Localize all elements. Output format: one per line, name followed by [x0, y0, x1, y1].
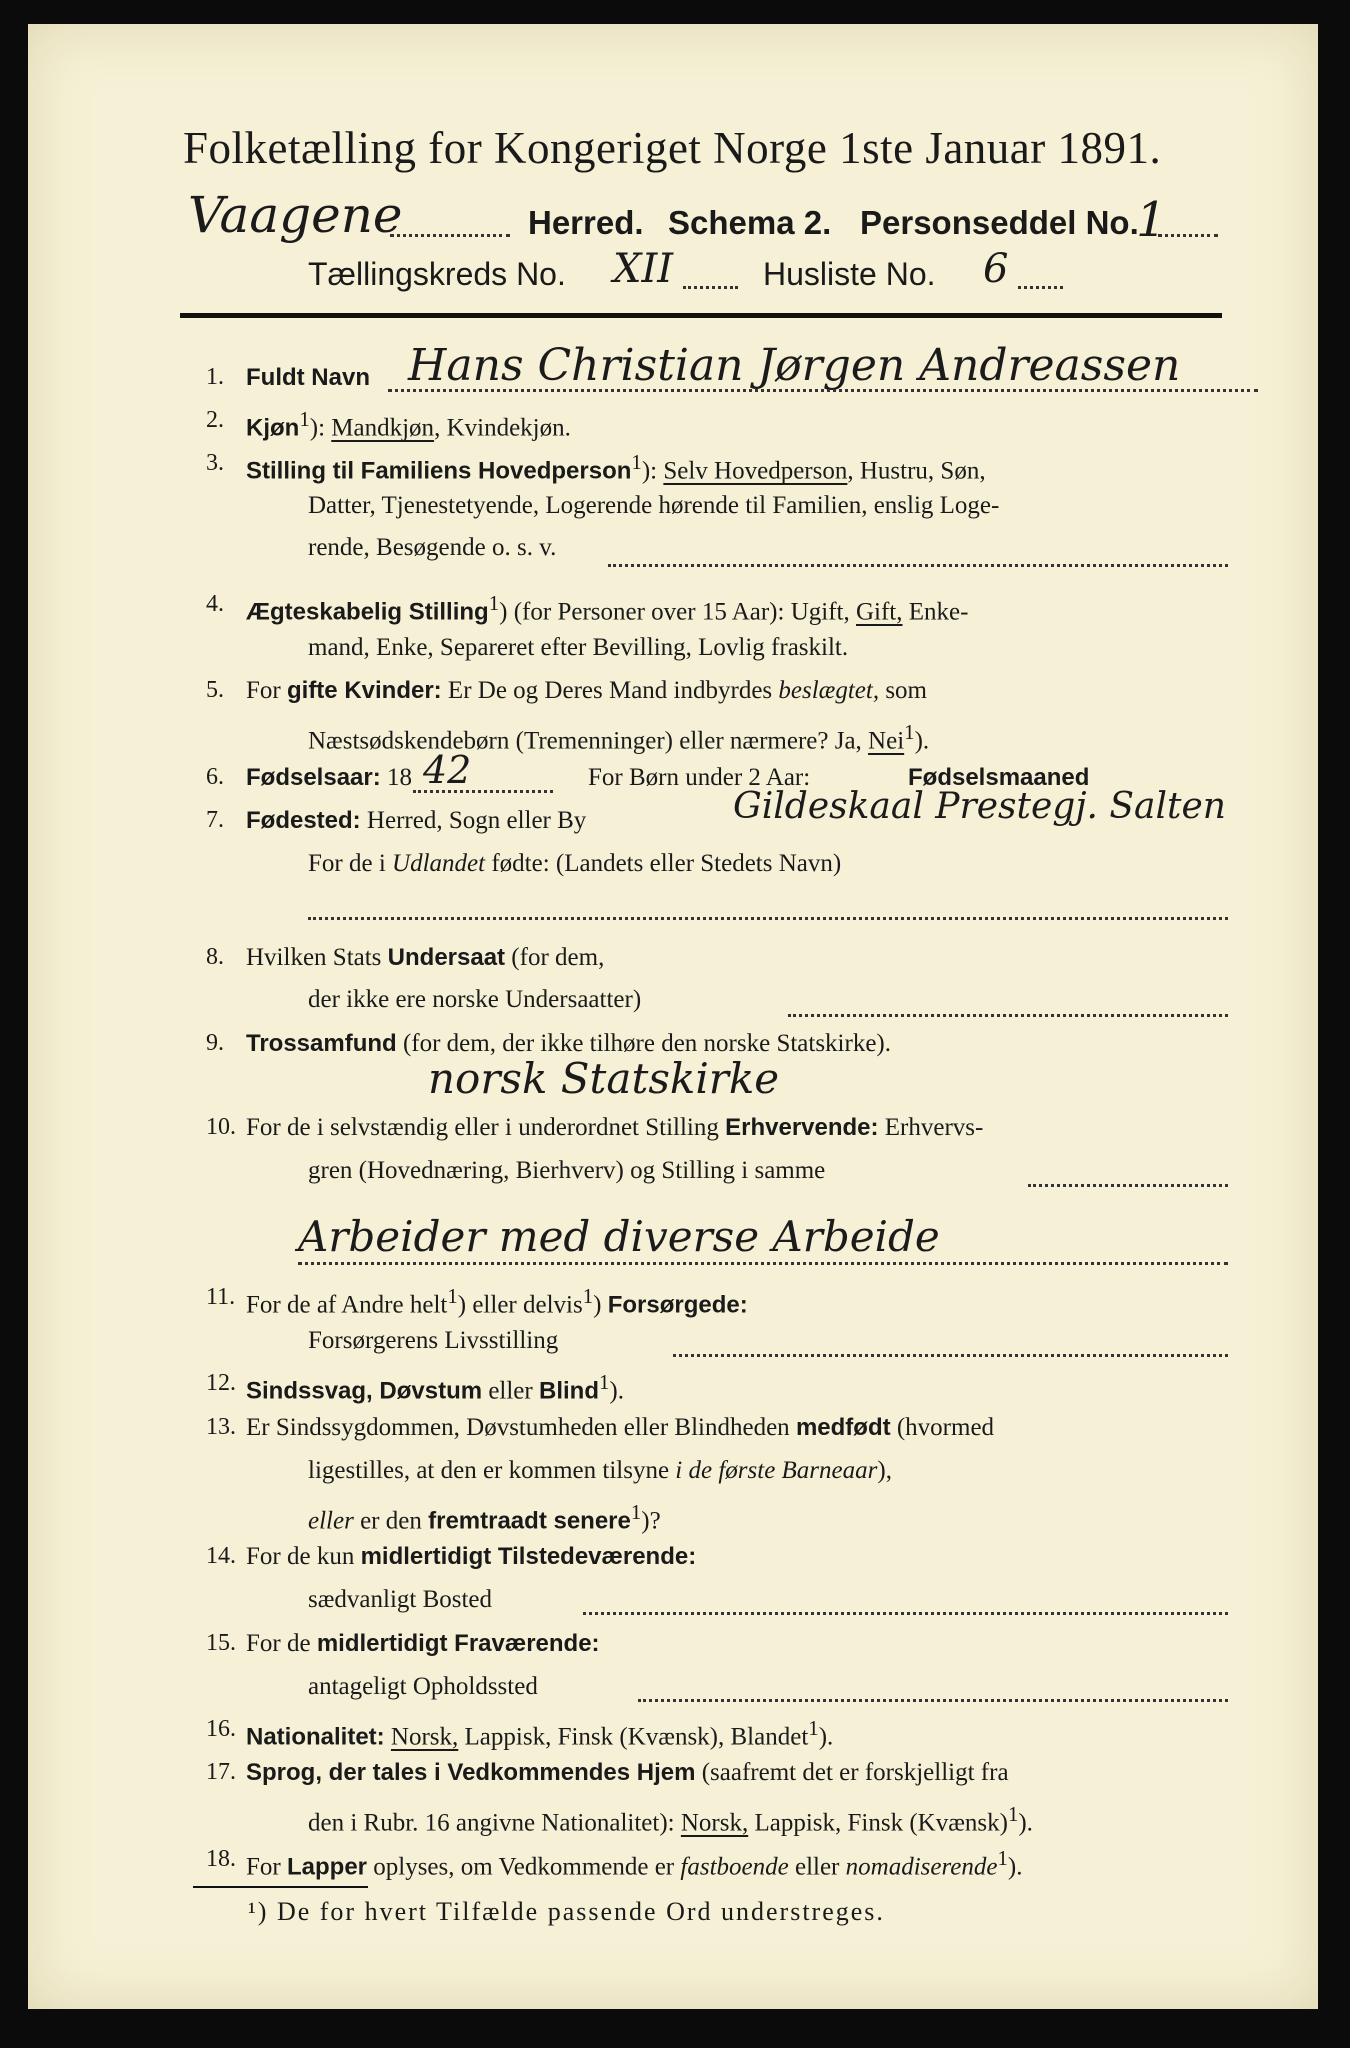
footnote-mark: 1	[582, 1284, 594, 1308]
row-3	[246, 450, 986, 485]
underlined-option: Mandkjøn	[331, 414, 435, 442]
row-number: 15.	[206, 1630, 236, 1656]
underlined-option: Nei	[868, 727, 905, 755]
row-text: (for dem,	[511, 944, 605, 971]
row-text: ) eller delvis	[457, 1291, 583, 1319]
schema-label: Schema 2.	[668, 204, 832, 241]
italic-text: Udlandet	[392, 850, 486, 877]
dotted-line	[583, 1612, 1228, 1615]
row-text: antageligt Opholdssted	[308, 1673, 538, 1700]
row-text: (for dem, der ikke tilhøre den norske Statskirke).	[402, 1030, 892, 1057]
punct: ).	[609, 1377, 624, 1405]
dotted-line	[1028, 1184, 1228, 1187]
row-label: Fødselsmaaned	[908, 764, 1090, 791]
row-14	[246, 1543, 696, 1571]
row-text: For de af Andre helt	[246, 1291, 448, 1319]
row-text: For de	[246, 1630, 311, 1657]
row-number: 18.	[206, 1846, 236, 1872]
dotted-line	[788, 1014, 1228, 1017]
footnote-mark: 1	[488, 591, 500, 615]
dotted-line	[638, 1699, 1228, 1702]
row-number: 3.	[206, 450, 224, 476]
row-text: der ikke ere norske Undersaatter)	[308, 986, 642, 1013]
punct: ).	[818, 1723, 834, 1751]
row-13-line3	[308, 1500, 661, 1535]
row-number: 13.	[206, 1414, 236, 1440]
row-number: 7.	[206, 807, 224, 833]
row-17	[246, 1759, 1009, 1787]
row-number: 17.	[206, 1759, 236, 1785]
herred-label: Herred.	[528, 204, 644, 241]
punct: ):	[641, 457, 658, 485]
row-label: medfødt	[795, 1414, 891, 1441]
italic-text: nomadiserende	[845, 1853, 998, 1881]
italic-text: i de første Barneaar	[675, 1457, 878, 1484]
row-text: eller	[794, 1853, 840, 1881]
row-text: For Børn under 2 Aar:	[588, 764, 811, 791]
row-label: Forsørgede:	[607, 1291, 748, 1319]
row-label: gifte Kvinder:	[286, 677, 442, 704]
row-text: Er De og Deres Mand indbyrdes	[447, 677, 773, 704]
punct: ):	[309, 414, 326, 442]
row-label: Fødested:	[246, 807, 361, 834]
row-text: Herred, Sogn eller By	[366, 807, 587, 834]
row-13-line2	[308, 1457, 892, 1485]
row-6	[246, 764, 412, 792]
kreds-value: XII	[613, 246, 674, 292]
row-text: (hvormed	[896, 1414, 995, 1441]
row-label: Sindssvag, Døvstum	[246, 1377, 483, 1405]
row-8	[246, 944, 604, 972]
dotted-line	[298, 1262, 1228, 1265]
row-13	[246, 1414, 994, 1442]
row-text: den i Rubr. 16 angivne Nationalitet):	[308, 1809, 675, 1837]
row-number: 5.	[206, 677, 224, 703]
row-text: Enke-	[908, 598, 969, 626]
row-text: For	[246, 677, 281, 704]
footnote-mark: 1	[808, 1716, 819, 1740]
row-15	[246, 1630, 600, 1658]
header-rule	[180, 313, 1222, 318]
row-text: Hvilken Stats	[246, 944, 382, 971]
dotted-line	[683, 286, 738, 289]
row-text: For	[246, 1853, 281, 1881]
underlined-option: Selv Hovedperson	[663, 457, 848, 485]
full-name-value: Hans Christian Jørgen Andreassen	[408, 340, 1181, 391]
herred-value: Vaagene	[188, 186, 403, 244]
row-label: Nationalitet:	[246, 1723, 385, 1751]
row-label: Undersaat	[387, 944, 506, 971]
row-label: Blind	[538, 1377, 599, 1405]
footnote-mark: 1	[598, 1370, 610, 1394]
punct: )?	[641, 1507, 661, 1535]
row-text: , Kvindekjøn.	[434, 414, 571, 442]
dotted-line	[413, 790, 553, 793]
row-number: 4.	[206, 591, 224, 617]
row-text: som	[885, 677, 928, 704]
footnote-mark: 1	[299, 407, 310, 431]
row-text: Lappisk, Finsk (Kvænsk)	[754, 1809, 1008, 1837]
footnote-mark: 1	[1007, 1802, 1019, 1826]
row-number: 6.	[206, 764, 224, 790]
row-5-line2	[308, 720, 929, 755]
kreds-label: Tællingskreds No.	[308, 256, 566, 292]
row-label: fremtraadt senere	[428, 1507, 631, 1535]
census-form-sheet	[28, 24, 1318, 2009]
row-text: (saafremt det er forskjelligt fra	[701, 1759, 1009, 1786]
row-text: Lappisk, Finsk (Kvænsk), Blandet	[464, 1723, 809, 1751]
row-label: Trossamfund	[246, 1030, 397, 1057]
row-text: Erhvervs-	[884, 1114, 984, 1141]
footnote-rule	[193, 1886, 368, 1888]
row-number: 9.	[206, 1030, 224, 1056]
row-text: For de i	[308, 850, 386, 877]
birthplace-value: Gildeskaal Prestegj. Salten	[733, 786, 1226, 827]
row-16	[246, 1716, 833, 1751]
row-label: Ægteskabelig Stilling	[246, 598, 489, 626]
underlined-option: Norsk,	[680, 1809, 749, 1837]
row-label: Fuldt Navn	[246, 364, 370, 391]
row-number: 11.	[206, 1284, 236, 1310]
row-text: oplyses, om Vedkommende er	[373, 1853, 675, 1881]
row-text: ) (for Personer over 15 Aar): Ugift,	[499, 598, 850, 626]
row-7-line2	[308, 850, 841, 878]
dotted-line	[1018, 286, 1063, 289]
row-number: 1.	[206, 364, 224, 390]
personseddel-value: 1	[1136, 192, 1167, 248]
row-label: midlertidigt Tilstedeværende:	[360, 1543, 697, 1570]
row-12	[246, 1370, 624, 1405]
row-text: fødte: (Landets eller Stedets Navn)	[491, 850, 842, 877]
row-text: rende, Besøgende o. s. v.	[308, 534, 557, 561]
row-text: eller	[488, 1377, 533, 1405]
row-10	[246, 1114, 983, 1142]
underlined-option: Norsk,	[390, 1723, 459, 1751]
row-label: Erhvervende:	[725, 1114, 879, 1141]
italic-text: eller	[308, 1507, 354, 1535]
row-label: Kjøn	[246, 414, 300, 442]
form-title: Folketælling for Kongeriget Norge 1ste Januar 1891.	[183, 123, 1162, 173]
italic-text: beslægtet,	[778, 677, 880, 704]
footnote-mark: 1	[631, 450, 642, 474]
dotted-line	[308, 917, 1228, 920]
row-text: mand, Enke, Separeret efter Bevilling, Lovlig fraskilt.	[308, 634, 849, 661]
row-text: Datter, Tjenestetyende, Logerende hørende til Familien, enslig Loge-	[308, 492, 1000, 519]
footnote: ¹) De for hvert Tilfælde passende Ord understreges.	[248, 1897, 885, 1926]
row-18	[246, 1846, 1022, 1881]
row-11	[246, 1284, 748, 1319]
row-text: Er Sindssygdommen, Døvstumheden eller Blindheden	[246, 1414, 790, 1441]
row-label: Stilling til Familiens Hovedperson	[246, 457, 632, 485]
row-number: 8.	[206, 944, 224, 970]
personseddel-label: Personseddel No.	[860, 204, 1139, 241]
row-text: For de kun	[246, 1543, 355, 1570]
footnote-mark: 1	[904, 720, 915, 744]
row-number: 16.	[206, 1716, 236, 1742]
dotted-line	[673, 1354, 1228, 1357]
occupation-value: Arbeider med diverse Arbeide	[298, 1212, 940, 1261]
row-5	[246, 677, 927, 705]
punct: )	[593, 1291, 602, 1319]
punct: ),	[877, 1457, 892, 1484]
husliste-value: 6	[983, 246, 1009, 292]
row-text: For de i selvstændig eller i underordnet Stilling	[246, 1114, 719, 1141]
row-label: Sprog, der tales i Vedkommendes Hjem	[246, 1759, 696, 1786]
row-text: sædvanligt Bosted	[308, 1586, 493, 1613]
italic-text: fastboende	[680, 1853, 789, 1881]
row-text: er den	[360, 1507, 422, 1535]
row-17-line2	[308, 1802, 1033, 1837]
religion-value: norsk Statskirke	[428, 1054, 780, 1103]
footnote-mark: 1	[997, 1846, 1008, 1870]
row-label: Fødselsaar:	[246, 764, 381, 791]
footnote-mark: 1	[630, 1500, 642, 1524]
row-2	[246, 407, 571, 442]
row-label: midlertidigt Fraværende:	[316, 1630, 600, 1657]
dotted-line	[388, 389, 1258, 392]
punct: ).	[1007, 1853, 1023, 1881]
punct: ).	[1018, 1809, 1033, 1837]
dotted-line	[1158, 234, 1218, 237]
row-text: Forsørgerens Livsstilling	[308, 1327, 559, 1354]
underlined-option: Gift,	[855, 598, 903, 626]
row-text: Næstsødskendebørn (Tremenninger) eller nærmere? Ja,	[308, 727, 862, 755]
row-7	[246, 807, 586, 835]
dotted-line	[608, 564, 1228, 567]
dotted-line	[390, 234, 510, 237]
row-text: gren (Hovednæring, Bierhverv) og Stilling i samme	[308, 1157, 826, 1184]
row-number: 10.	[206, 1114, 236, 1140]
row-4	[246, 591, 968, 626]
row-label: Lapper	[286, 1853, 367, 1881]
husliste-label: Husliste No.	[763, 256, 936, 292]
row-number: 2.	[206, 407, 224, 433]
row-number: 12.	[206, 1370, 236, 1396]
row-text: 18	[386, 764, 412, 791]
row-text: ligestilles, at den er kommen tilsyne	[308, 1457, 670, 1484]
punct: ).	[914, 727, 930, 755]
footnote-mark: 1	[447, 1284, 458, 1308]
row-text: , Hustru, Søn,	[847, 457, 986, 485]
row-number: 14.	[206, 1543, 236, 1569]
birth-year-value: 42	[423, 748, 472, 792]
